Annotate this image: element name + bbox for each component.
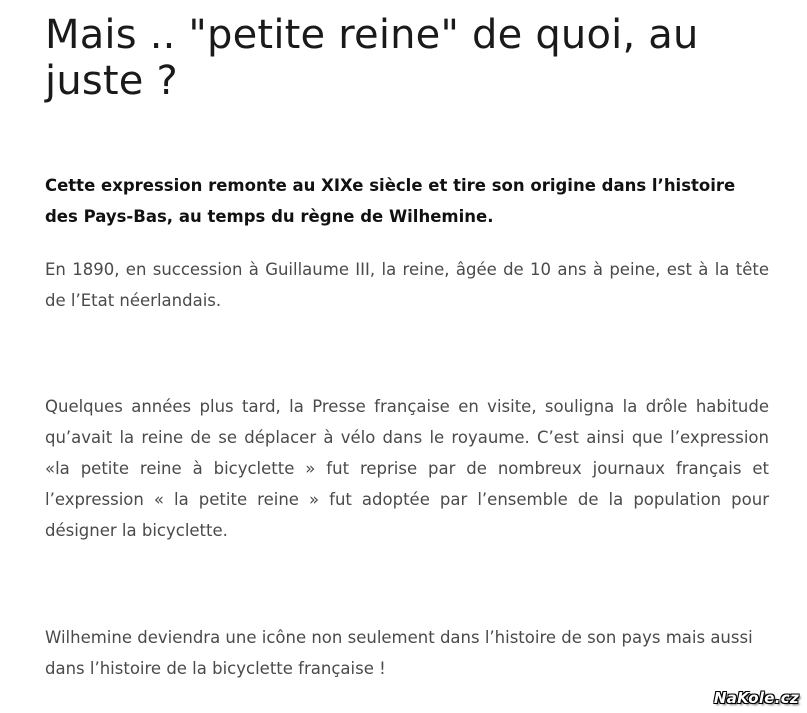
article-lead: Cette expression remonte au XIXe siècle et tire son origine dans l’histoire des Pays-Bas, au temps du règne de Wilhemine. — [45, 176, 736, 226]
article-paragraph-2: Quelques années plus tard, la Presse française en visite, souligna la drôle habitude qu’avait la reine de se déplacer à vélo dans le royaume. C’est ainsi que l’expression «la petite reine à bicyclette » fut reprise par de nombreux journaux français et l’expression « la petite reine » fut adoptée par l’ensemble de la population pour désigner la bicyclette. — [45, 397, 769, 540]
article — [45, 0, 769, 678]
article-paragraph-3: Wilhemine deviendra une icône non seulement dans l’histoire de son pays mais aussi dans l’histoire de la bicyclette française ! — [45, 628, 753, 678]
watermark-logo: NaKole.cz — [713, 689, 799, 707]
article-title: Mais .. "petite reine" de quoi, au juste ? — [45, 12, 699, 104]
article-paragraph-1: En 1890, en succession à Guillaume III, la reine, âgée de 10 ans à peine, est à la tête de l’Etat néerlandais. — [45, 260, 769, 310]
